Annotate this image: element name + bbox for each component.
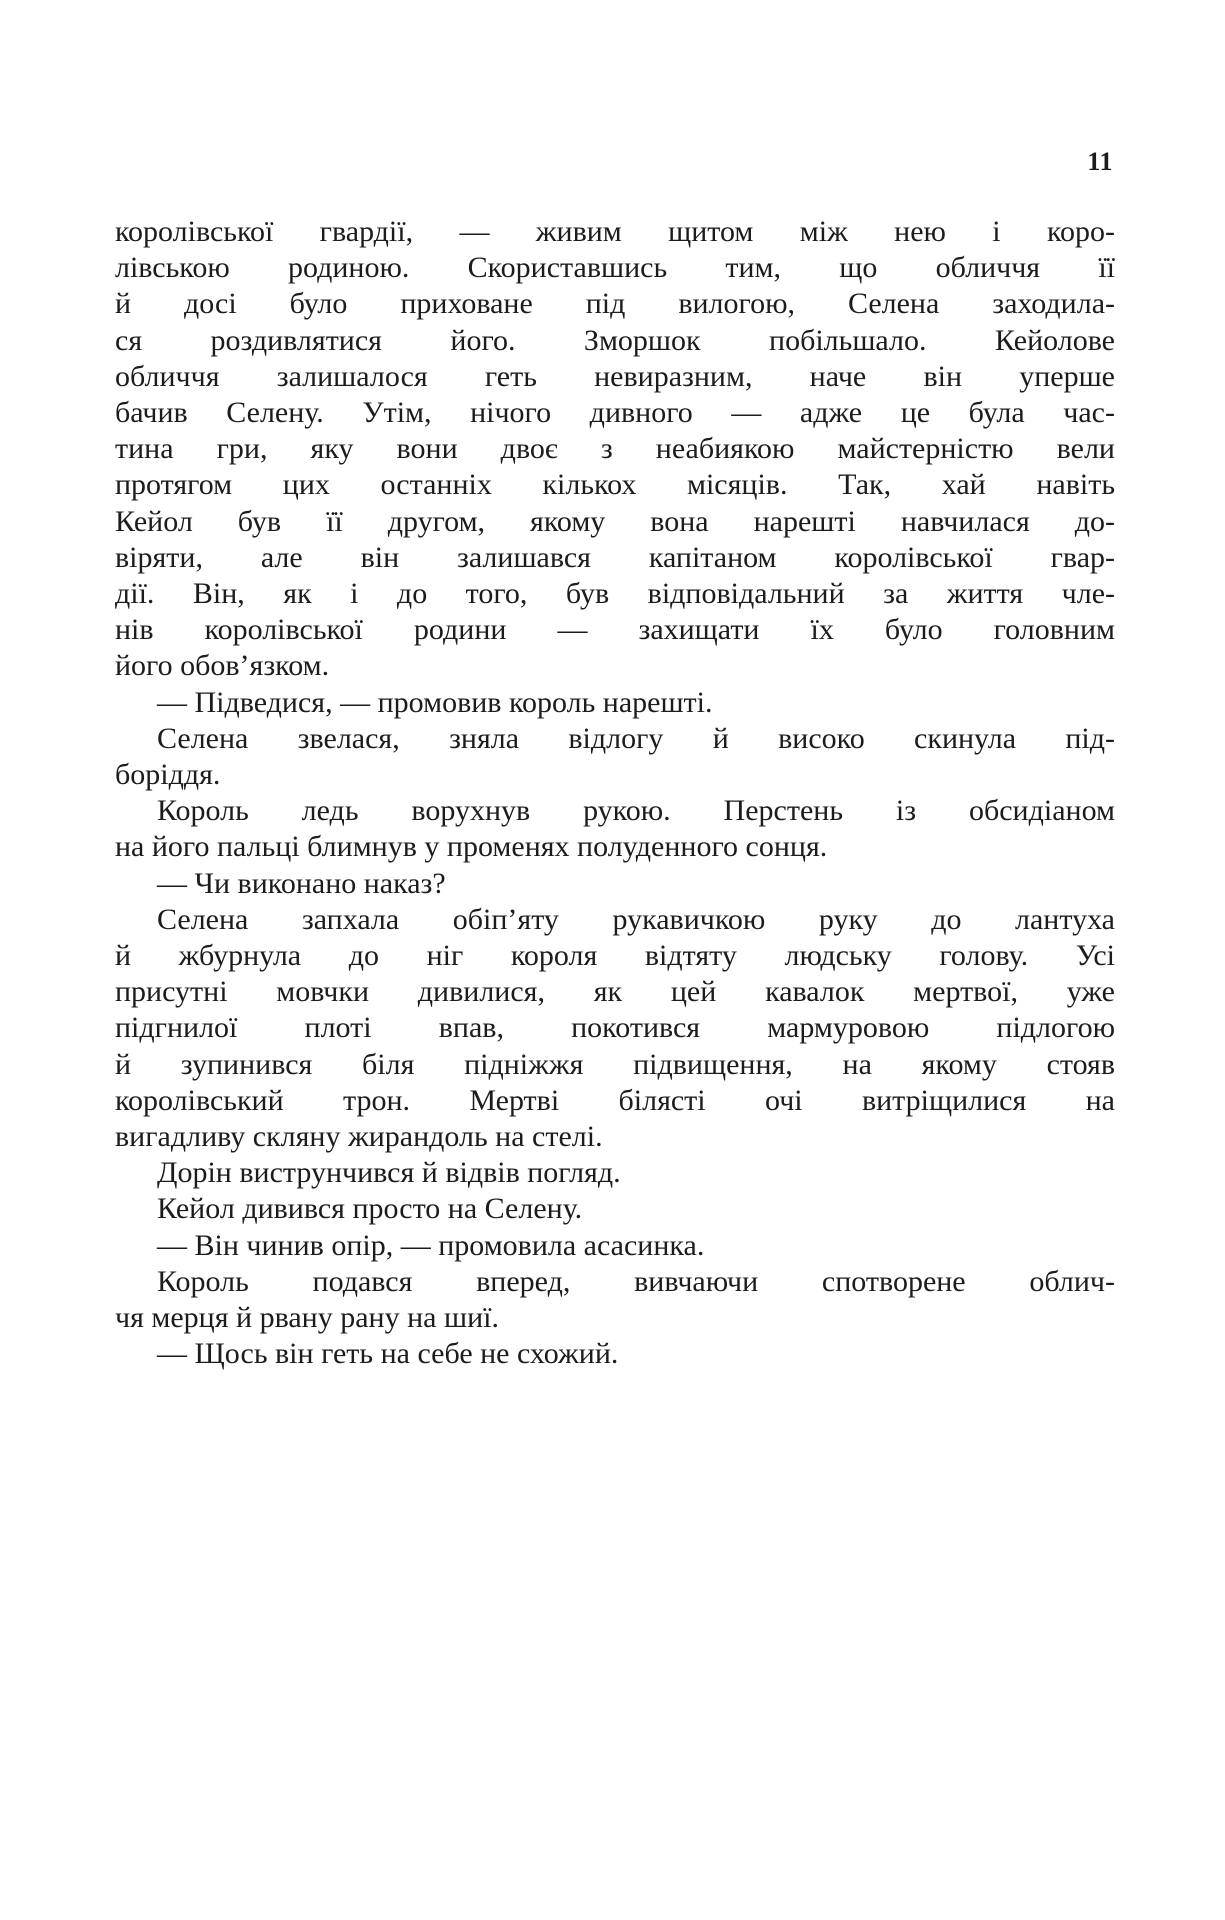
text-line: — Чи виконано наказ? (157, 866, 446, 900)
text-line: вигадливу скляну жирандоль на стелі. (115, 1120, 603, 1154)
text-line: й зупинився біля підніжжя підвищення, на якому стояв (115, 1047, 1115, 1081)
text-line: присутні мовчки дивилися, як цей кавалок мертвої, уже (115, 975, 1115, 1009)
text-line: тина гри, яку вони двоє з неабиякою майстерністю вели (115, 432, 1115, 466)
text-line: чя мерця й рвану рану на шиї. (115, 1301, 499, 1335)
paragraph (115, 866, 1115, 902)
page-number: 11 (1087, 147, 1113, 176)
text-line: Селена запхала обіп’яту рукавичкою руку до лантуха (157, 902, 1115, 936)
text-line: Селена звелася, зняла відлогу й високо скинула під- (157, 721, 1115, 755)
text-line: обличчя залишалося геть невиразним, наче він уперше (115, 359, 1115, 393)
text-line: — Щось він геть на себе не схожий. (157, 1337, 619, 1371)
text-line: й досі було приховане під вилогою, Селена заходила- (115, 287, 1115, 321)
text-line: протягом цих останніх кількох місяців. Так, хай навіть (115, 468, 1115, 502)
paragraph (115, 721, 1115, 793)
text-line: бачив Селену. Утім, нічого дивного — адже це була час- (115, 396, 1115, 430)
text-line: й жбурнула до ніг короля відтяту людську голову. Усі (115, 939, 1115, 973)
text-line: Кейол дивився просто на Селену. (157, 1192, 583, 1226)
text-line: дії. Він, як і до того, був відповідальний за життя чле- (115, 577, 1115, 611)
text-line: Король ледь ворухнув рукою. Перстень із обсидіаном (157, 794, 1115, 828)
text-line: Дорін виструнчився й відвів погляд. (157, 1156, 621, 1190)
text-line: королівської гвардії, — живим щитом між нею і коро- (115, 215, 1115, 248)
book-page (115, 148, 1115, 1373)
text-line: лівською родиною. Скориставшись тим, що обличчя її (115, 251, 1115, 285)
text-line: віряти, але він залишався капітаном королівської гвар- (115, 540, 1115, 574)
text-line: ся роздивлятися його. Зморшок побільшало. Кейолове (115, 323, 1115, 357)
paragraph (115, 1155, 1115, 1191)
text-line: Кейол був її другом, якому вона нарешті навчилася до- (115, 504, 1115, 538)
text-line: — Він чинив опір, — промовила асасинка. (157, 1228, 705, 1262)
text-line: на його пальці блимнув у променях полуденного сонця. (115, 830, 828, 864)
paragraph (115, 1228, 1115, 1264)
paragraph (115, 685, 1115, 721)
text-line: — Підведися, — промовив король нарешті. (157, 685, 713, 719)
paragraph (115, 1336, 1115, 1372)
paragraph (115, 902, 1115, 1155)
text-line: нів королівської родини — захищати їх було головним (115, 613, 1115, 647)
paragraph (115, 793, 1115, 865)
paragraph (115, 214, 1115, 685)
text-block (115, 214, 1115, 1373)
text-line: підгнилої плоті впав, покотився мармуровою підлогою (115, 1011, 1115, 1045)
text-line: його обов’язком. (115, 649, 330, 683)
paragraph (115, 1191, 1115, 1227)
text-line: боріддя. (115, 758, 221, 792)
paragraph (115, 1264, 1115, 1336)
text-line: Король подався вперед, вивчаючи спотворене облич- (157, 1264, 1115, 1298)
text-line: королівський трон. Мертві білясті очі витріщилися на (115, 1083, 1115, 1117)
